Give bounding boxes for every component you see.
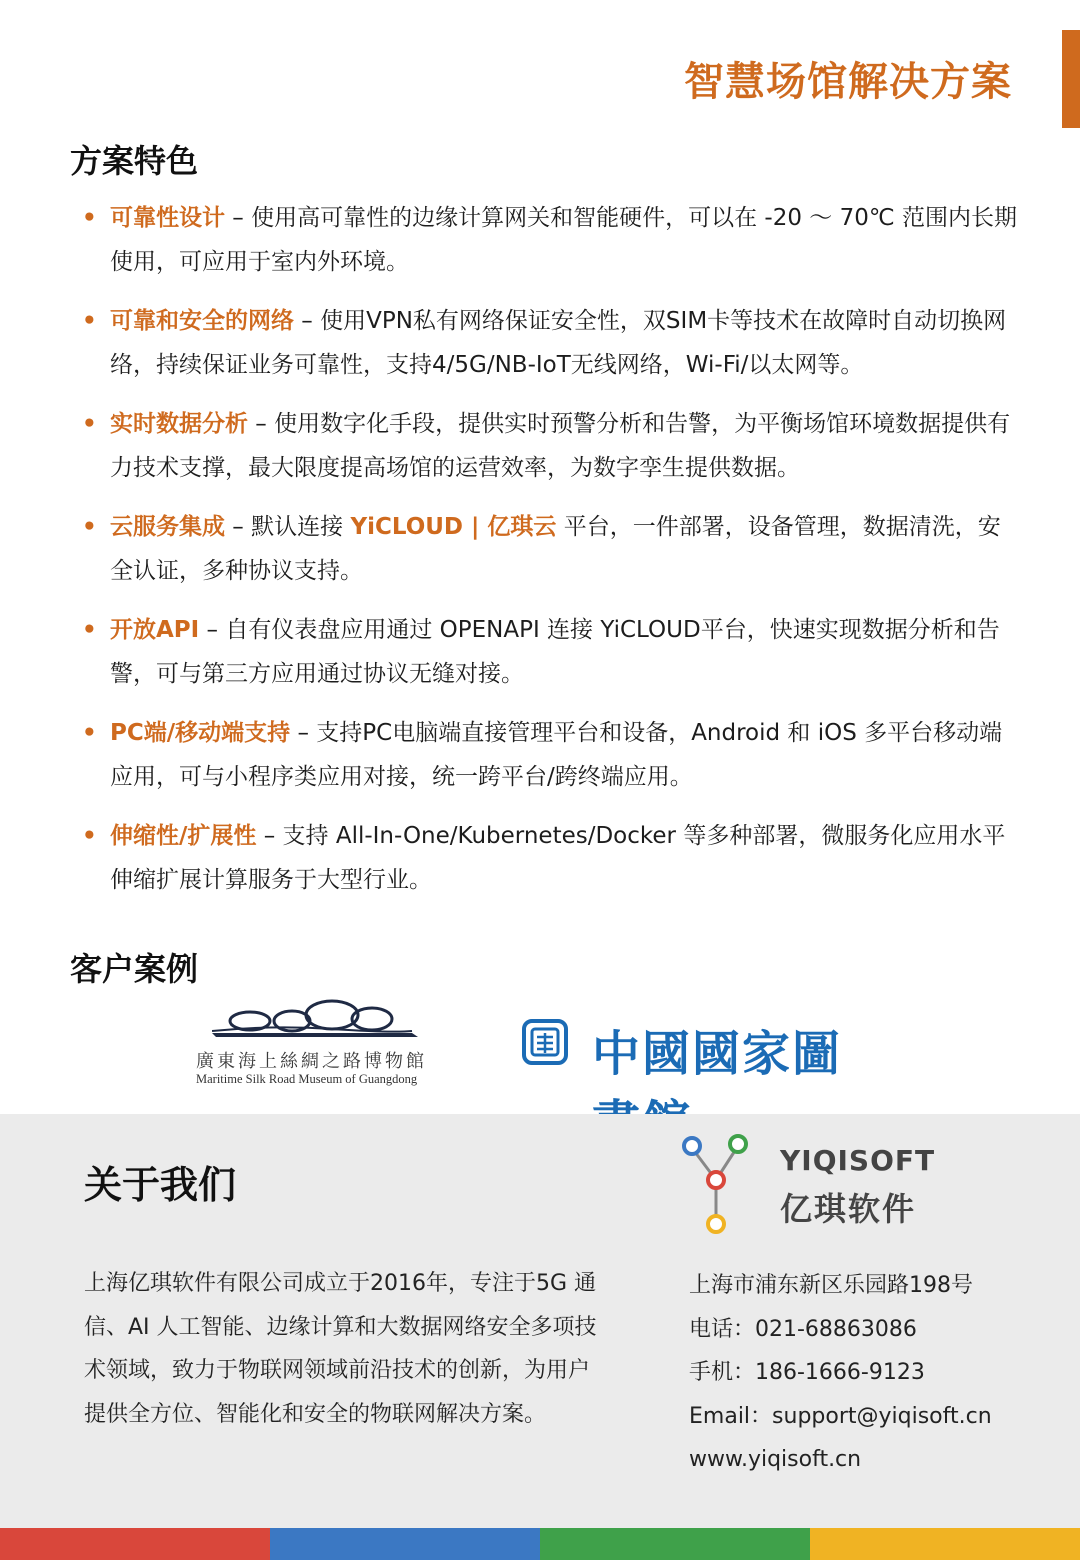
contact-email[interactable]: Email：support@yiqisoft.cn [689,1403,992,1429]
feature-keyword: 实时数据分析 [110,411,248,437]
feature-keyword: 可靠性设计 [110,205,225,231]
museum-logo [192,995,442,1090]
stripe-segment-red [0,1528,270,1560]
contact-website[interactable]: www.yiqisoft.cn [689,1447,862,1472]
bullet-icon: • [82,205,97,231]
feature-keyword: 可靠和安全的网络 [110,308,294,334]
features-list [82,196,1022,917]
about-heading: 关于我们 [84,1163,237,1207]
bullet-icon: • [82,411,97,437]
list-item [82,608,1022,696]
company-name-en: YIQISOFT [780,1144,936,1177]
feature-text: – 使用高可靠性的边缘计算网关和智能硬件，可以在 -20 ～ 70℃ 范围内长期使用，可应用于室内外环境。 [110,205,1018,275]
color-stripe [0,1528,1080,1560]
bullet-icon: • [82,514,97,540]
list-item [82,711,1022,799]
feature-keyword: 伸缩性/扩展性 [110,823,257,849]
library-seal-icon [522,1019,568,1065]
bullet-icon: • [82,823,97,849]
stripe-segment-green [540,1528,810,1560]
feature-text: – 使用VPN私有网络保证安全性，双SIM卡等技术在故障时自动切换网络，持续保证业务可靠性，支持4/5G/NB-IoT无线网络，Wi-Fi/以太网等。 [110,308,1007,378]
list-item [82,402,1022,490]
company-logo [680,1132,940,1242]
stripe-segment-blue [270,1528,540,1560]
feature-text: – 使用数字化手段，提供实时预警分析和告警，为平衡场馆环境数据提供有力技术支撑，最大限度提高场馆的运营效率，为数字孪生提供数据。 [110,411,1011,481]
customer-logos [0,995,1080,1095]
yiqisoft-logo-icon [680,1132,760,1240]
stripe-segment-yellow [810,1528,1080,1560]
library-logo [522,1013,862,1083]
feature-keyword: PC端/移动端支持 [110,720,291,746]
feature-text: – 支持 All-In-One/Kubernetes/Docker 等多种部署，微服务化应用水平伸缩扩展计算服务于大型行业。 [110,823,1006,893]
about-text: 上海亿琪软件有限公司成立于2016年，专注于5G 通信、AI 人工智能、边缘计算和大数据网络安全多项技术领域，致力于物联网领域前沿技术的创新，为用户提供全方位、智能化和安全的物联网解决方案。 [84,1271,597,1427]
company-name-cn: 亿琪软件 [780,1190,917,1228]
museum-name-cn: 廣東海上絲綢之路博物館 [196,1051,427,1072]
museum-name-en: Maritime Silk Road Museum of Guangdong [196,1072,418,1086]
feature-keyword: 云服务集成 [110,514,225,540]
page-title: 智慧场馆解决方案 [684,59,1012,105]
contact-phone: 电话：021-68863086 [689,1316,917,1342]
list-item [82,505,1022,593]
library-name: 中國國家圖 [592,1026,843,1082]
accent-bar [1062,30,1080,128]
list-item [82,814,1022,902]
feature-text: – 默认连接 [225,514,351,540]
contact-address: 上海市浦东新区乐园路198号 [689,1273,973,1298]
features-heading: 方案特色 [70,142,199,180]
bullet-icon: • [82,617,97,643]
contact-info [689,1264,992,1482]
bullet-icon: • [82,720,97,746]
list-item [82,196,1022,284]
bullet-icon: • [82,308,97,334]
feature-text-continued: 平台，一件部署，设备管理，数据清洗，安全认证，多种协议支持。 [110,514,1001,584]
feature-text: – 支持PC电脑端直接管理平台和设备，Android 和 iOS 多平台移动端应用，可与小程序类应用对接，统一跨平台/跨终端应用。 [110,720,1003,790]
ship-icon [212,995,422,1045]
contact-mobile: 手机：186-1666-9123 [689,1360,925,1385]
list-item [82,299,1022,387]
feature-text: – 自有仪表盘应用通过 OPENAPI 连接 YiCLOUD平台，快速实现数据分析和告警，可与第三方应用通过协议无缝对接。 [110,617,1000,687]
cases-heading: 客户案例 [70,950,199,988]
brand-name: YiCLOUD | 亿琪云 [350,514,557,540]
feature-keyword: 开放API [110,617,200,643]
